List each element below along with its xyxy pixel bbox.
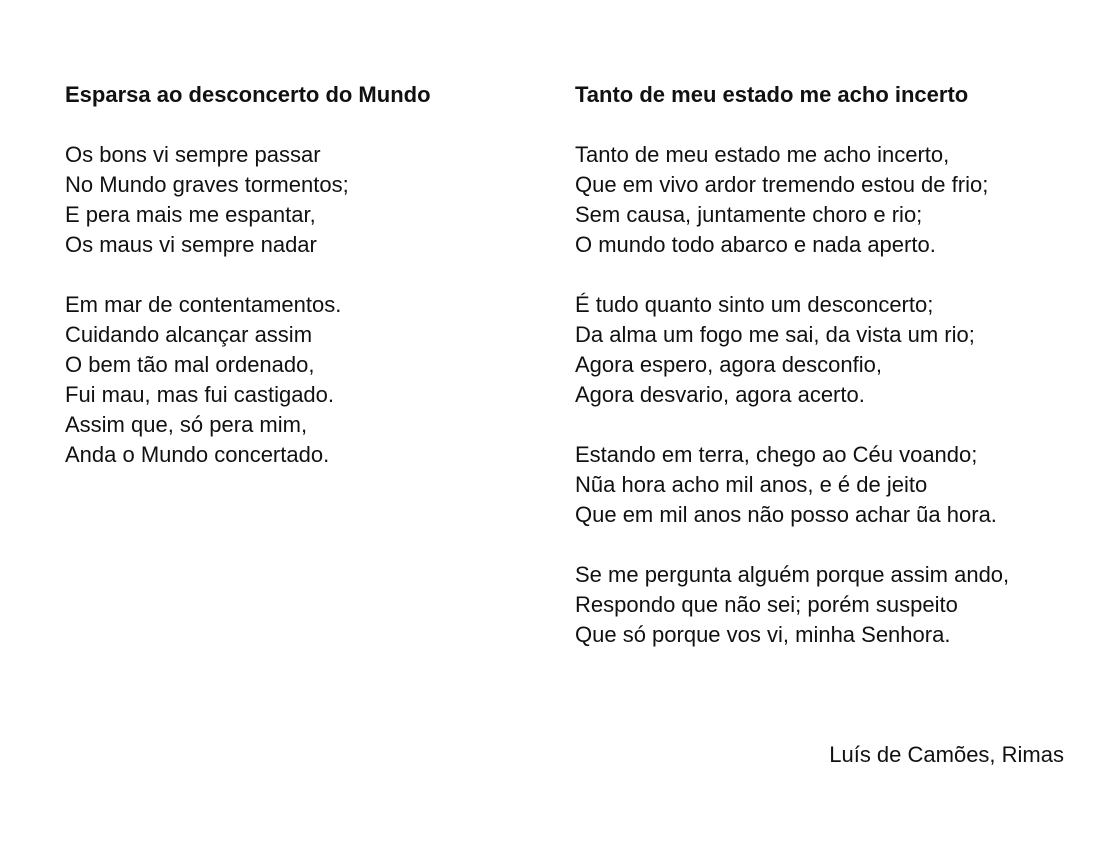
poem-line: E pera mais me espantar, [65,202,316,227]
poem-line: Da alma um fogo me sai, da vista um rio; [575,322,975,347]
poem-line: É tudo quanto sinto um desconcerto; [575,292,934,317]
poem-line: No Mundo graves tormentos; [65,172,349,197]
poem-line: Sem causa, juntamente choro e rio; [575,202,923,227]
stanza [65,290,545,470]
poem-line: Nũa hora acho mil anos, e é de jeito [575,472,928,497]
poem-line: Estando em terra, chego ao Céu voando; [575,442,978,467]
stanza [575,290,1095,410]
attribution: Luís de Camões, Rimas [829,742,1064,767]
poem-line: Fui mau, mas fui castigado. [65,382,335,407]
poem-title: Esparsa ao desconcerto do Mundo [65,82,431,107]
poem-line: Assim que, só pera mim, [65,412,308,437]
poem-line: Que em vivo ardor tremendo estou de frio; [575,172,989,197]
poem-line: Que em mil anos não posso achar ũa hora. [575,502,997,527]
poem-line: Respondo que não sei; porém suspeito [575,592,958,617]
poem-line: O mundo todo abarco e nada aperto. [575,232,936,257]
poem-right [575,80,1095,680]
poem-line: Anda o Mundo concertado. [65,442,330,467]
poem-line: Tanto de meu estado me acho incerto, [575,142,950,167]
poem-title: Tanto de meu estado me acho incerto [575,82,969,107]
poem-line: Cuidando alcançar assim [65,322,313,347]
poem-line: Se me pergunta alguém porque assim ando, [575,562,1010,587]
poem-line: O bem tão mal ordenado, [65,352,315,377]
poem-line: Em mar de contentamentos. [65,292,342,317]
poem-line: Que só porque vos vi, minha Senhora. [575,622,951,647]
stanza [65,140,545,260]
poem-left [65,80,545,500]
poem-line: Agora desvario, agora acerto. [575,382,865,407]
stanza [575,440,1095,530]
stanza [575,140,1095,260]
poem-line: Os bons vi sempre passar [65,142,321,167]
poem-line: Os maus vi sempre nadar [65,232,317,257]
stanza [575,560,1095,650]
poem-line: Agora espero, agora desconfio, [575,352,882,377]
